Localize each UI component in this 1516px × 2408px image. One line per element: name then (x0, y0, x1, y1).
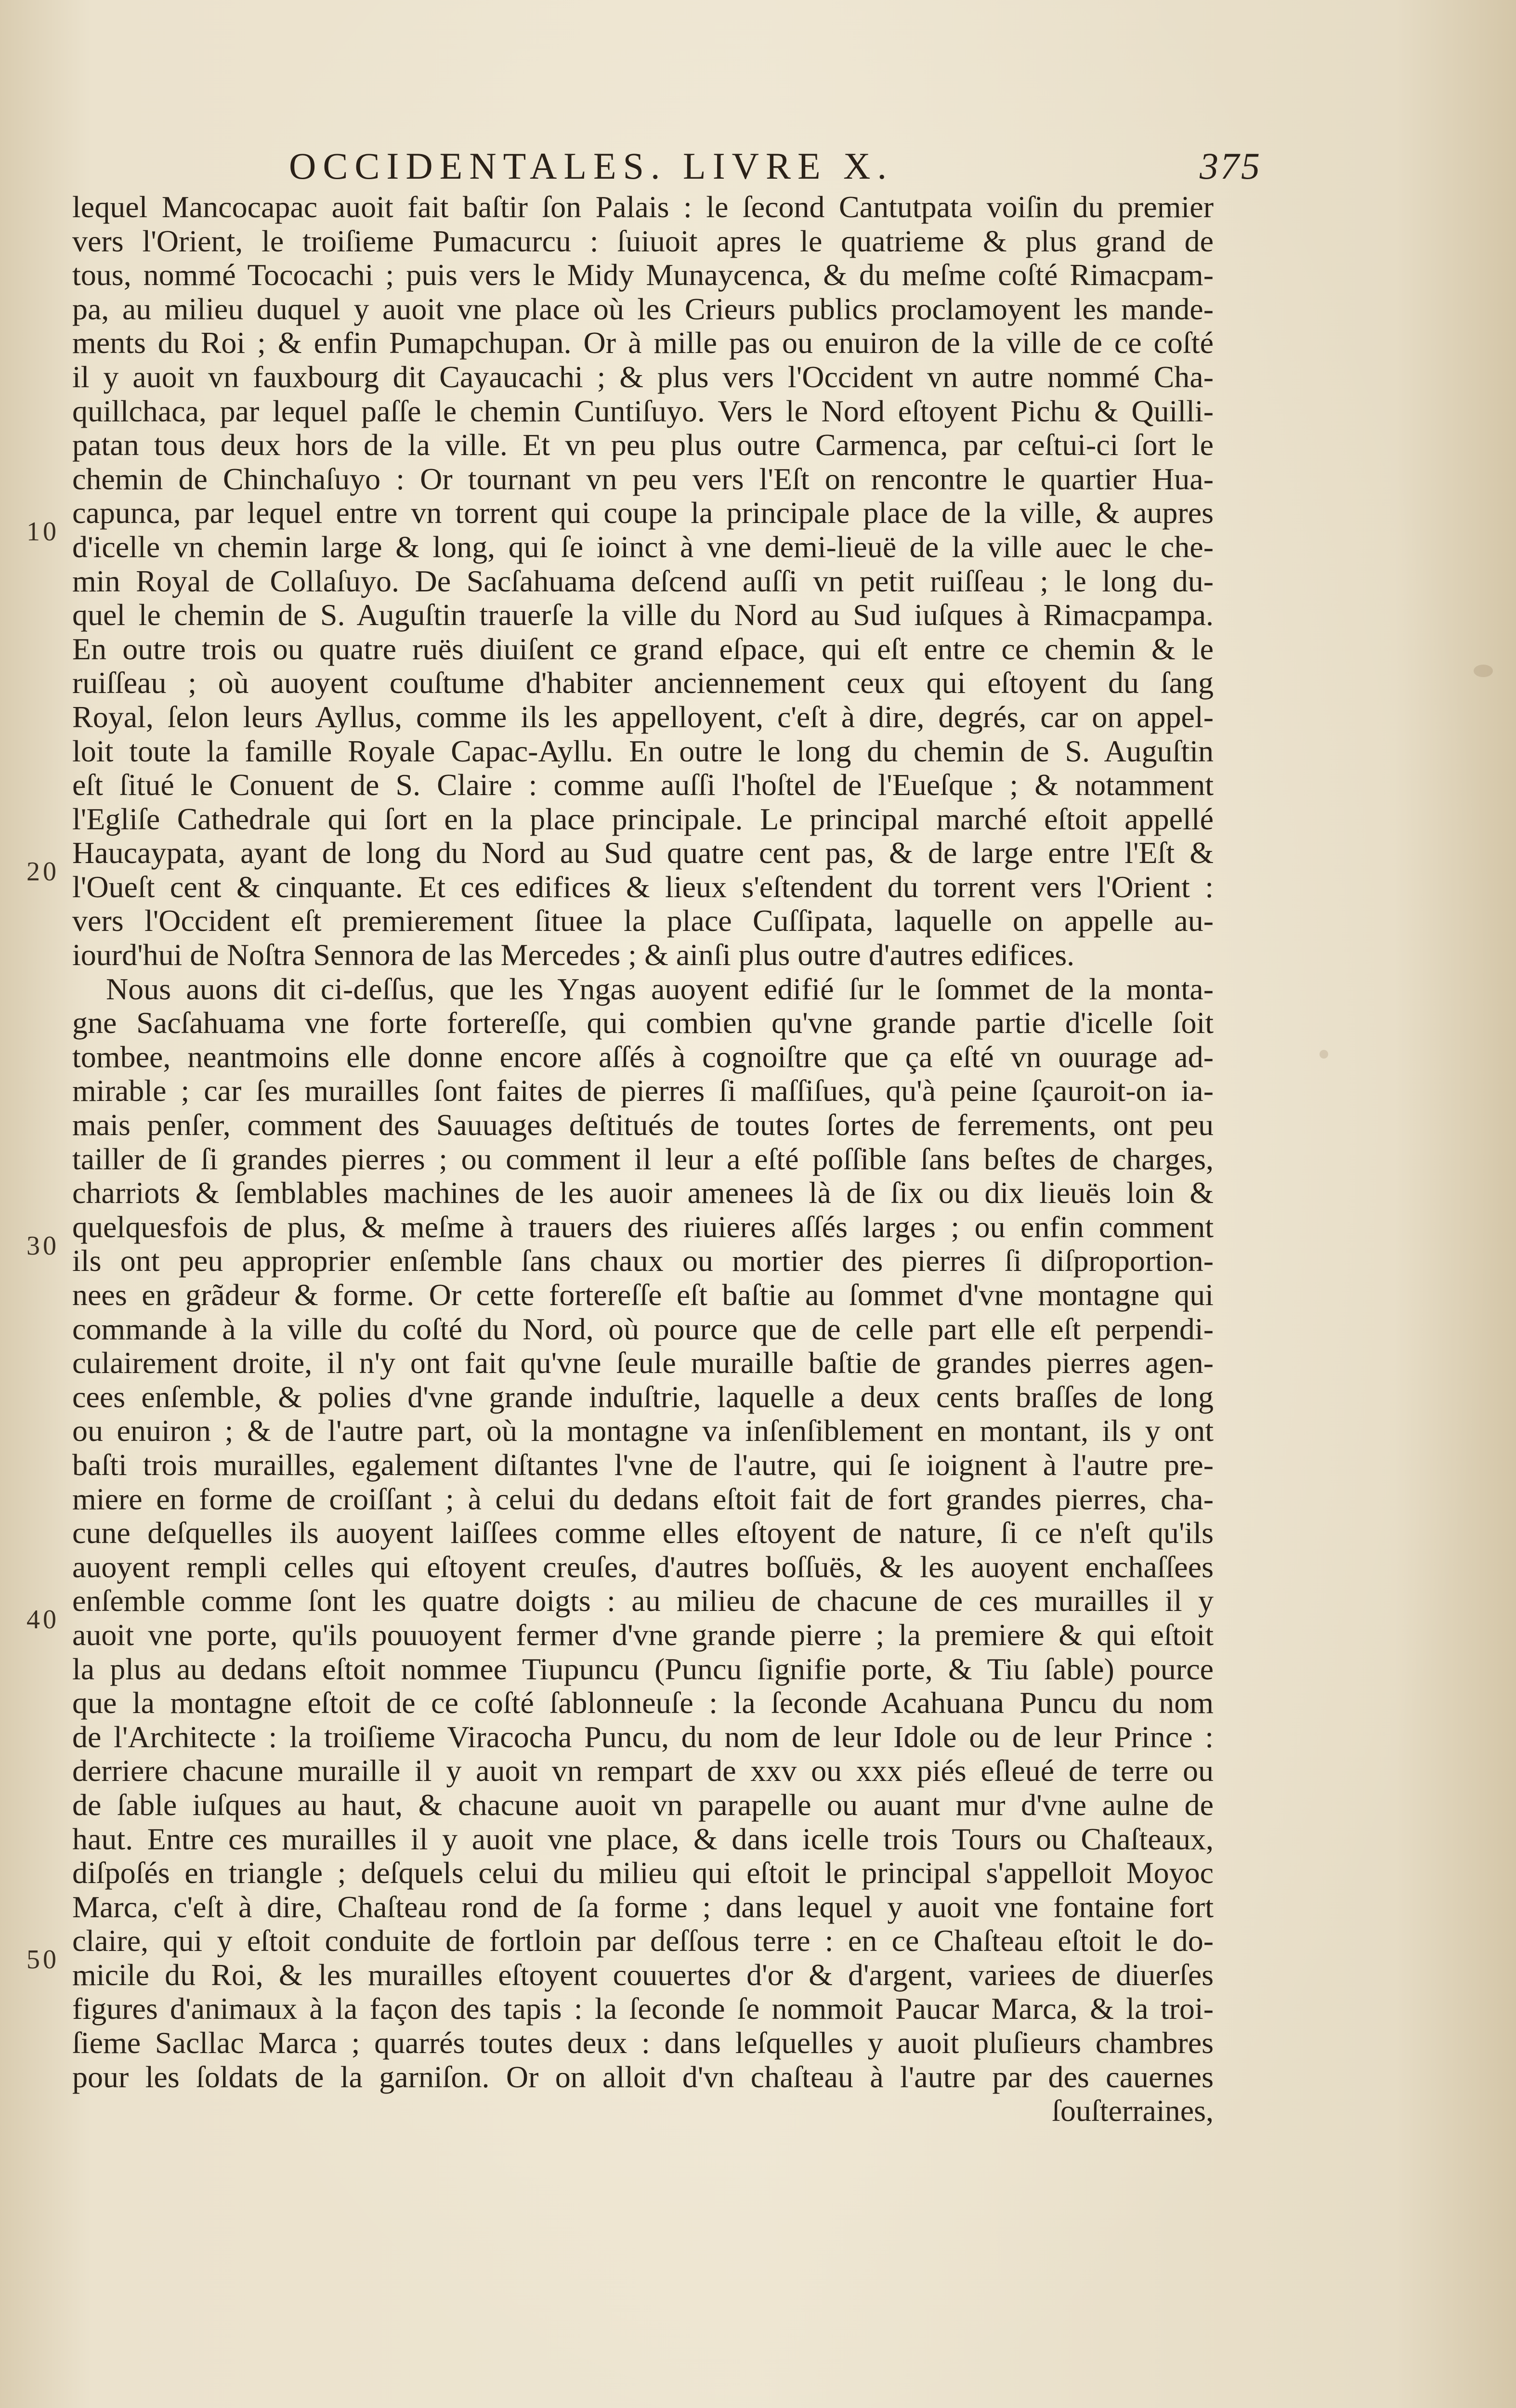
text-line: l'Egliſe Cathedrale qui ſort en la place principale. Le principal marché eſtoit appellé (72, 801, 1214, 836)
text-line: ruiſſeau ; où auoyent couſtume d'habiter anciennement ceux qui eſtoyent du ſang (72, 666, 1214, 700)
text-line: de ſable iuſques au haut, & chacune auoit vn parapelle ou auant mur d'vne aulne de (72, 1787, 1214, 1822)
running-title: OCCIDENTALES. LIVRE X. (289, 145, 894, 187)
text-line: tombee, neantmoins elle donne encore aſſés à cognoiſtre que ça eſté vn ouurage ad- (72, 1039, 1214, 1074)
line-number-30: 30 (26, 1231, 59, 1261)
text-line: patan tous deux hors de la ville. Et vn peu plus outre Carmenca, par ceſtui-ci ſort le (72, 428, 1214, 462)
text-line: eſt ſitué le Conuent de S. Claire : comme auſſi l'hoſtel de l'Eueſque ; & notamment (72, 768, 1214, 802)
text-line: auoyent rempli celles qui eſtoyent creuſes, d'autres boſſuës, & les auoyent enchaſſees (72, 1549, 1214, 1584)
text-line: cune deſquelles ils auoyent laiſſees comme elles eſtoyent de nature, ſi ce n'eſt qu'ils (72, 1516, 1214, 1550)
text-line: mirable ; car ſes murailles ſont faites de pierres ſi maſſiſues, qu'à peine ſçauroit-on ia- (72, 1073, 1214, 1108)
text-line: la plus au dedans eſtoit nommee Tiupuncu (Puncu ſignifie porte, & Tiu ſable) pource (72, 1651, 1214, 1686)
paragraph-start-line: Nous auons dit ci-deſſus, que les Yngas auoyent edifié ſur le ſommet de la monta- (106, 971, 1214, 1006)
line-number-20: 20 (26, 857, 59, 887)
text-line: tailler de ſi grandes pierres ; ou comment il leur a eſté poſſible ſans beſtes de charges, (72, 1141, 1214, 1176)
page-header (289, 144, 1262, 193)
text-line: culairement droite, il n'y ont fait qu'vne ſeule muraille baſtie de grandes pierres agen- (72, 1346, 1214, 1380)
paper-stain (1474, 665, 1493, 677)
paper-stain (1320, 1050, 1328, 1059)
text-line: quelquesfois de plus, & meſme à trauers des riuieres aſſés larges ; ou enfin comment (72, 1209, 1214, 1244)
main-text (72, 190, 1214, 2128)
catchword: ſouſterraines, (1052, 2094, 1214, 2128)
text-line: il y auoit vn fauxbourg dit Cayaucachi ; & plus vers l'Occident vn autre nommé Cha- (72, 359, 1214, 394)
text-line: nees en grãdeur & forme. Or cette fortereſſe eſt baſtie au ſommet d'vne montagne qui (72, 1278, 1214, 1312)
text-line: ments du Roi ; & enfin Pumapchupan. Or à mille pas ou enuiron de la ville de ce coſté (72, 326, 1214, 360)
text-line: figures d'animaux à la façon des tapis : la ſeconde ſe nommoit Paucar Marca, & la troi- (72, 1991, 1214, 2026)
text-line: de l'Architecte : la troiſieme Viracocha Puncu, du nom de leur Idole ou de leur Prince : (72, 1719, 1214, 1754)
text-line: capunca, par lequel entre vn torrent qui coupe la principale place de la ville, & aupres (72, 496, 1214, 530)
text-line: ſieme Sacllac Marca ; quarrés toutes deux : dans leſquelles y auoit pluſieurs chambres (72, 2026, 1214, 2060)
text-line: vers l'Occident eſt premierement ſituee la place Cuſſipata, laquelle on appelle au- (72, 903, 1214, 938)
text-line: tous, nommé Tococachi ; puis vers le Midy Munaycenca, & du meſme coſté Rimacpam- (72, 258, 1214, 292)
text-line: gne Sacſahuama vne forte fortereſſe, qui combien qu'vne grande partie d'icelle ſoit (72, 1006, 1214, 1040)
line-number-50: 50 (26, 1945, 59, 1975)
text-line: loit toute la famille Royale Capac-Ayllu. En outre le long du chemin de S. Auguſtin (72, 733, 1214, 768)
text-line: micile du Roi, & les murailles eſtoyent couuertes d'or & d'argent, variees de diuerſes (72, 1957, 1214, 1992)
text-line: Marca, c'eſt à dire, Chaſteau rond de ſa forme ; dans lequel y auoit vne fontaine fort (72, 1889, 1214, 1924)
text-line: l'Oueſt cent & cinquante. Et ces edifices & lieux s'eſtendent du torrent vers l'Orient : (72, 869, 1214, 904)
text-line: claire, qui y eſtoit conduite de fortloin par deſſous terre : en ce Chaſteau eſtoit le do- (72, 1924, 1214, 1958)
text-line: que la montagne eſtoit de ce coſté ſablonneuſe : la ſeconde Acahuana Puncu du nom (72, 1686, 1214, 1720)
text-line: ou enuiron ; & de l'autre part, où la montagne va inſenſiblement en montant, ils y ont (72, 1413, 1214, 1448)
text-line: Royal, ſelon leurs Ayllus, comme ils les appelloyent, c'eſt à dire, degrés, car on appel- (72, 699, 1214, 734)
line-number-40: 40 (26, 1605, 59, 1635)
text-line: auoit vne porte, qu'ils pouuoyent fermer d'vne grande pierre ; la premiere & qui eſtoit (72, 1617, 1214, 1652)
text-line: cees enſemble, & polies d'vne grande induſtrie, laquelle a deux cents braſſes de long (72, 1379, 1214, 1414)
text-line: iourd'hui de Noſtra Sennora de las Mercedes ; & ainſi plus outre d'autres edifices. (72, 938, 1075, 972)
text-line: charriots & ſemblables machines de les auoir amenees là de ſix ou dix lieuës loin & (72, 1176, 1214, 1210)
text-line: d'icelle vn chemin large & long, qui ſe ioinct à vne demi-lieuë de la ville auec le che- (72, 529, 1214, 564)
text-line: quillchaca, par lequel paſſe le chemin Cuntiſuyo. Vers le Nord eſtoyent Pichu & Quilli- (72, 393, 1214, 428)
text-line: miere en forme de croiſſant ; à celui du dedans eſtoit fait de fort grandes pierres, cha- (72, 1481, 1214, 1516)
text-line: pour les ſoldats de la garniſon. Or on alloit d'vn chaſteau à l'autre par des cauernes (72, 2059, 1214, 2094)
text-line: lequel Mancocapac auoit fait baſtir ſon Palais : le ſecond Cantutpata voiſin du premier (72, 190, 1214, 224)
text-line: Haucaypata, ayant de long du Nord au Sud quatre cent pas, & de large entre l'Eſt & (72, 836, 1214, 870)
line-number-10: 10 (26, 517, 59, 547)
page-number: 375 (1200, 145, 1262, 187)
text-line: quel le chemin de S. Auguſtin trauerſe la ville du Nord au Sud iuſques à Rimacpampa. (72, 598, 1214, 632)
text-line: mais penſer, comment des Sauuages deſtitués de toutes ſortes de ferrements, ont peu (72, 1108, 1214, 1142)
text-line: vers l'Orient, le troiſieme Pumacurcu : ſuiuoit apres le quatrieme & plus grand de (72, 223, 1214, 258)
text-line: En outre trois ou quatre ruës diuiſent ce grand eſpace, qui eſt entre ce chemin & le (72, 631, 1214, 666)
text-line: enſemble comme ſont les quatre doigts : au milieu de chacune de ces murailles il y (72, 1584, 1214, 1618)
text-line: diſpoſés en triangle ; deſquels celui du milieu qui eſtoit le principal s'appelloit Moyoc (72, 1856, 1214, 1890)
text-line: baſti trois murailles, egalement diſtantes l'vne de l'autre, qui ſe ioignent à l'autre pre- (72, 1447, 1214, 1482)
text-line: haut. Entre ces murailles il y auoit vne place, & dans icelle trois Tours ou Chaſteaux, (72, 1821, 1214, 1856)
text-line: ils ont peu approprier enſemble ſans chaux ou mortier des pierres ſi diſproportion- (72, 1243, 1214, 1278)
text-line: min Royal de Collaſuyo. De Sacſahuama deſcend auſſi vn petit ruiſſeau ; le long du- (72, 563, 1214, 598)
text-line: commande à la ville du coſté du Nord, où pource que de celle part elle eſt perpendi- (72, 1311, 1214, 1346)
text-line: pa, au milieu duquel y auoit vne place où les Crieurs publics proclamoyent les mande- (72, 291, 1214, 326)
text-line: derriere chacune muraille il y auoit vn rempart de xxv ou xxx piés eſleué de terre ou (72, 1754, 1214, 1788)
text-line: chemin de Chinchaſuyo : Or tournant vn peu vers l'Eſt on rencontre le quartier Hua- (72, 461, 1214, 496)
